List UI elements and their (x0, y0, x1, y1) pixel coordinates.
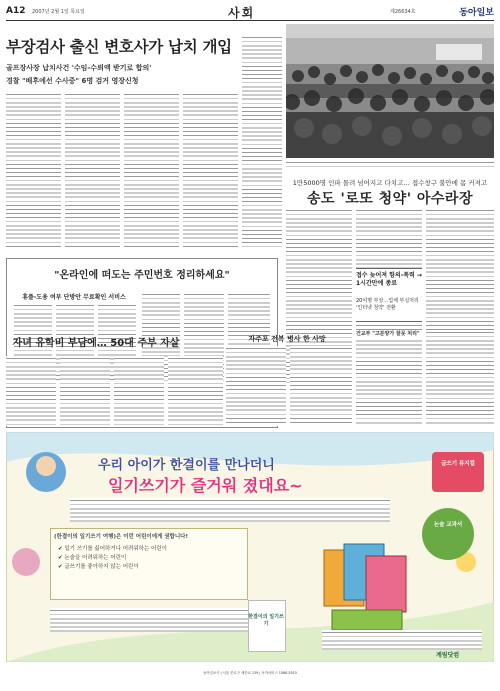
inset-headline: 접수 늦어져 항의-폭력 → 1시간만에 종료 (356, 272, 422, 287)
issue-number: 제26634호 (390, 9, 416, 15)
ad-bullet: ✔ 글쓰기를 좋아하지 않는 어린이 (58, 564, 139, 570)
newspaper-logo: 동아일보 (459, 8, 494, 18)
lower-headline-2: 자주포 전복 병사 한 사망 (248, 335, 326, 343)
right-story-headline: 송도 '로또 청약' 아수라장 (307, 191, 473, 207)
main-subheadline-2: 경찰 "배후에선 수사중" 6명 검거 영장신청 (6, 77, 139, 85)
main-headline: 부장검사 출신 변호사가 납치 개입 (6, 38, 232, 56)
article-body-column (65, 92, 120, 250)
article-body-column (124, 92, 179, 250)
page-number: A12 (6, 6, 26, 16)
ad-fine-print (50, 608, 280, 632)
article-body-column (6, 356, 56, 426)
ad-headline-1: 우리 아이가 한결이를 만나더니 (98, 458, 275, 473)
box-headline: "온라인에 떠도는 주민번호 정리하세요" (54, 270, 230, 281)
right-story-subhead: 건교부 "고분양가 잘못 처리" (356, 330, 422, 337)
footer-info: 동아일보사 | 서울 종로구 세종로 139 | 독자서비스 1588-5515 (203, 671, 297, 675)
article-body-column (6, 92, 61, 250)
article-body-column (426, 330, 494, 426)
ad-headline-2: 일기쓰기가 즐거워 졌대요~ (108, 476, 303, 495)
ad-book-label: 한결이의 일기쓰기 (248, 614, 284, 627)
ad-book-stack-image (322, 540, 414, 634)
lower-headline-1: 자녀 유학비 부담에… 50대 주부 자살 (12, 338, 180, 349)
ad-stamp-text: 글쓰기 뮤지컬 (441, 461, 475, 467)
article-body-column (183, 92, 238, 250)
date-line: 2007년 2월 1일 목요일 (32, 9, 85, 15)
section-title: 사회 (228, 6, 256, 20)
box-subheadline: 휴플-도용 여부 단방안 무료확인 서비스 (22, 294, 126, 301)
ad-badge-text: 논술 교과서 (433, 522, 463, 528)
article-body-column (290, 346, 352, 426)
article-body-column (168, 356, 223, 426)
ad-bullet: ✔ 논술을 어려워하는 어린이 (58, 555, 127, 561)
article-body-column (114, 356, 164, 426)
inset-subheadline: 20여명 부상…업체 부실처리 '인터넷 청약' 전환 (356, 298, 419, 311)
article-body-column (242, 35, 282, 250)
ad-recommend-title: (한결이의 일기쓰기 여행)은 이런 어린이에게 권합니다! (54, 534, 188, 540)
ad-brand-logo: 계림닷컴 (436, 652, 460, 659)
ad-round-badge (422, 508, 474, 560)
article-body-column (356, 330, 422, 426)
right-story-kicker: 1만5000명 인파 몰려 넘어지고 다치고… 접수창구 불안에 몸 커져고 (292, 179, 488, 187)
article-body-column (60, 356, 110, 426)
ad-stamp-badge (432, 452, 484, 492)
header-rule (6, 20, 494, 21)
main-subheadline-1: 골프장사장 납치사건 '수임-수뢰액 받기로 합의' (6, 64, 152, 72)
ad-bullet: ✔ 일기 쓰기를 싫어하거나 어려워하는 어린이 (58, 546, 167, 552)
crowd-photo (286, 24, 494, 158)
ad-description (70, 498, 390, 522)
article-body-column (226, 346, 286, 426)
ad-product-info (322, 630, 482, 650)
photo-caption (286, 160, 494, 170)
